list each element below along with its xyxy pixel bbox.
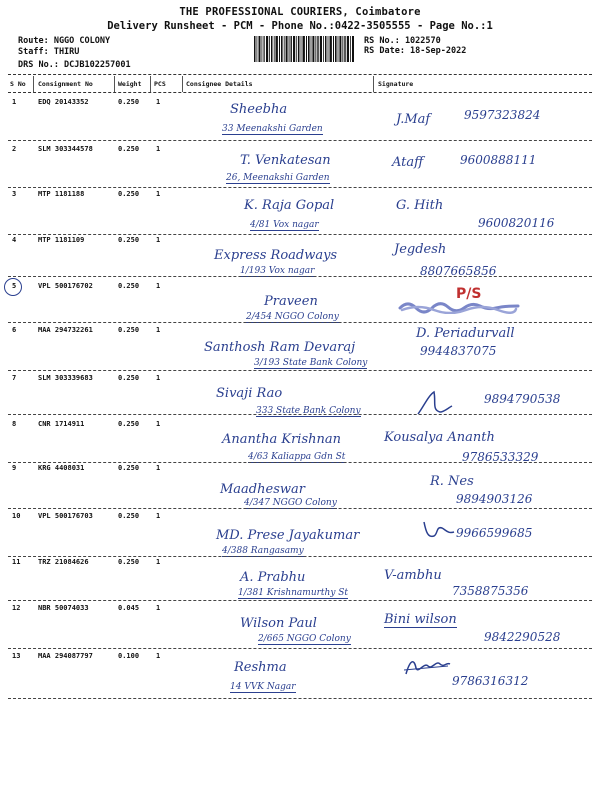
header-rule-top — [8, 74, 592, 75]
row-weight: 0.250 — [118, 512, 140, 520]
consignee-address: 3/193 State Bank Colony — [254, 358, 368, 368]
consignee-address: 33 Meenakshi Garden — [222, 124, 323, 134]
row-divider — [8, 322, 592, 323]
row-divider — [8, 648, 592, 649]
row-pcs: 1 — [156, 604, 161, 612]
row-weight: 0.250 — [118, 464, 140, 472]
recipient-phone: 9597323824 — [464, 108, 541, 122]
note-marker: P/S — [456, 286, 482, 302]
row-consignment: SLM 303339683 — [38, 374, 93, 382]
recipient-phone: 9966599685 — [456, 526, 533, 540]
row-consignment: MAA 294732261 — [38, 326, 93, 334]
row-sno: 3 — [12, 190, 17, 198]
col-divider — [150, 76, 151, 92]
consignee-address: 2/665 NGGO Colony — [258, 634, 351, 644]
recipient-phone: 9842290528 — [484, 630, 561, 644]
row-divider — [8, 508, 592, 509]
consignee-address: 1/381 Krishnamurthy St — [238, 588, 349, 598]
row-pcs: 1 — [156, 420, 161, 428]
row-divider — [8, 140, 592, 141]
row-weight: 0.045 — [118, 604, 140, 612]
col-consignment: Consignment No — [38, 80, 93, 88]
recipient-signature: V-ambhu — [384, 568, 442, 583]
consignee-name: A. Prabhu — [240, 570, 306, 585]
recipient-phone: 9786533329 — [462, 450, 539, 464]
recipient-phone: 9944837075 — [420, 344, 497, 358]
row-sno: 4 — [12, 236, 17, 244]
consignee-name: T. Venkatesan — [240, 153, 331, 168]
header-rule-bottom — [8, 92, 592, 93]
row-pcs: 1 — [156, 190, 161, 198]
route-label: Route: NGGO COLONY — [18, 36, 111, 46]
consignee-address: 4/63 Kaliappa Gdn St — [248, 452, 346, 462]
document-subtitle: Delivery Runsheet - PCM - Phone No.:0422-3505555 - Page No.:1 — [107, 20, 493, 32]
row-sno: 2 — [12, 145, 17, 153]
row-consignment: SLM 303344578 — [38, 145, 93, 153]
consignee-address: 14 VVK Nagar — [230, 682, 296, 692]
row-pcs: 1 — [156, 374, 161, 382]
barcode-image — [254, 36, 354, 62]
row-divider — [8, 698, 592, 699]
rs-date: RS Date: 18-Sep-2022 — [364, 46, 467, 56]
consignee-address: 4/347 NGGO Colony — [244, 498, 337, 508]
consignee-name: Sivaji Rao — [216, 386, 283, 401]
col-weight: Weight — [118, 80, 142, 88]
col-pcs: PCS — [154, 80, 166, 88]
row-weight: 0.100 — [118, 652, 140, 660]
row-weight: 0.250 — [118, 190, 140, 198]
recipient-phone: 9894903126 — [456, 492, 533, 506]
row-pcs: 1 — [156, 558, 161, 566]
row-pcs: 1 — [156, 145, 161, 153]
consignee-name: Santhosh Ram Devaraj — [204, 340, 356, 355]
col-consignee: Consignee Details — [186, 80, 253, 88]
col-divider — [114, 76, 115, 92]
recipient-signature: D. Periadurvall — [416, 326, 515, 341]
row-pcs: 1 — [156, 464, 161, 472]
row-consignment: MTP 1181109 — [38, 236, 85, 244]
consignee-address: 4/81 Vox nagar — [250, 220, 319, 230]
document-title: THE PROFESSIONAL COURIERS, Coimbatore — [179, 6, 421, 18]
row-divider — [8, 276, 592, 277]
row-consignment: VPL 500176702 — [38, 282, 93, 290]
row-sno: 12 — [12, 604, 21, 612]
recipient-phone: 8807665856 — [420, 264, 497, 278]
row-sno: 11 — [12, 558, 21, 566]
consignee-address: 26, Meenakshi Garden — [226, 173, 330, 183]
row-divider — [8, 234, 592, 235]
recipient-phone: 9600820116 — [478, 216, 555, 230]
row-sno: 13 — [12, 652, 21, 660]
recipient-phone: 9786316312 — [452, 674, 529, 688]
consignee-name: K. Raja Gopal — [244, 198, 335, 213]
redacted-signature-scribble — [398, 298, 520, 314]
row-pcs: 1 — [156, 282, 161, 290]
consignee-address: 4/388 Rangasamy — [222, 546, 304, 556]
recipient-signature: G. Hith — [396, 198, 444, 213]
row-sno: 9 — [12, 464, 17, 472]
consignee-address: 2/454 NGGO Colony — [246, 312, 339, 322]
consignee-address: 333 State Bank Colony — [256, 406, 361, 416]
consignee-name: Sheebha — [230, 102, 288, 117]
row-pcs: 1 — [156, 652, 161, 660]
recipient-phone: 9600888111 — [460, 153, 537, 167]
row-weight: 0.250 — [118, 558, 140, 566]
row-consignment: MAA 294087797 — [38, 652, 93, 660]
row-pcs: 1 — [156, 236, 161, 244]
row-consignment: EDQ 20143352 — [38, 98, 89, 106]
consignee-name: Anantha Krishnan — [222, 432, 341, 447]
recipient-signature: J.Maf — [396, 112, 431, 127]
row-sno: 5 — [12, 282, 17, 290]
consignee-name: Express Roadways — [214, 248, 338, 263]
row-divider — [8, 556, 592, 557]
rs-number: RS No.: 1022570 — [364, 36, 441, 46]
recipient-signature-stroke — [402, 654, 452, 678]
row-divider — [8, 600, 592, 601]
staff-label: Staff: THIRU — [18, 47, 80, 57]
recipient-signature: R. Nes — [430, 474, 474, 489]
col-signature: Signature — [378, 80, 414, 88]
consignee-name: Maadheswar — [220, 482, 305, 497]
row-divider — [8, 187, 592, 188]
row-consignment: KRG 4408031 — [38, 464, 85, 472]
row-pcs: 1 — [156, 326, 161, 334]
row-weight: 0.250 — [118, 326, 140, 334]
consignee-name: Reshma — [234, 660, 287, 675]
consignee-address: 1/193 Vox nagar — [240, 266, 315, 276]
col-divider — [182, 76, 183, 92]
recipient-signature: Jegdesh — [394, 242, 447, 257]
row-weight: 0.250 — [118, 98, 140, 106]
row-divider — [8, 462, 592, 463]
column-header-row — [0, 80, 600, 90]
row-consignment: TRZ 21084626 — [38, 558, 89, 566]
row-sno: 7 — [12, 374, 17, 382]
row-pcs: 1 — [156, 512, 161, 520]
row-weight: 0.250 — [118, 236, 140, 244]
recipient-signature-stroke — [420, 516, 460, 542]
drs-number: DRS No.: DCJB102257001 — [18, 60, 131, 70]
row-divider — [8, 370, 592, 371]
row-pcs: 1 — [156, 98, 161, 106]
recipient-signature: Ataff — [392, 155, 424, 170]
consignee-name: Praveen — [264, 294, 318, 309]
row-weight: 0.250 — [118, 420, 140, 428]
col-sno: S No — [10, 80, 26, 88]
row-weight: 0.250 — [118, 374, 140, 382]
row-consignment: NBR 50074033 — [38, 604, 89, 612]
col-divider — [373, 76, 374, 92]
row-sno: 1 — [12, 98, 17, 106]
row-consignment: CNR 1714911 — [38, 420, 85, 428]
row-sno: 6 — [12, 326, 17, 334]
recipient-signature: Kousalya Ananth — [384, 430, 495, 445]
row-sno: 10 — [12, 512, 21, 520]
col-divider — [33, 76, 34, 92]
recipient-phone: 9894790538 — [484, 392, 561, 406]
consignee-name: Wilson Paul — [240, 616, 317, 631]
row-weight: 0.250 — [118, 145, 140, 153]
row-sno: 8 — [12, 420, 17, 428]
recipient-signature: Bini wilson — [384, 612, 457, 627]
row-consignment: VPL 500176703 — [38, 512, 93, 520]
row-consignment: MTP 1181188 — [38, 190, 85, 198]
row-weight: 0.250 — [118, 282, 140, 290]
recipient-phone: 7358875356 — [452, 584, 529, 598]
row-divider — [8, 414, 592, 415]
consignee-name: MD. Prese Jayakumar — [216, 528, 360, 543]
